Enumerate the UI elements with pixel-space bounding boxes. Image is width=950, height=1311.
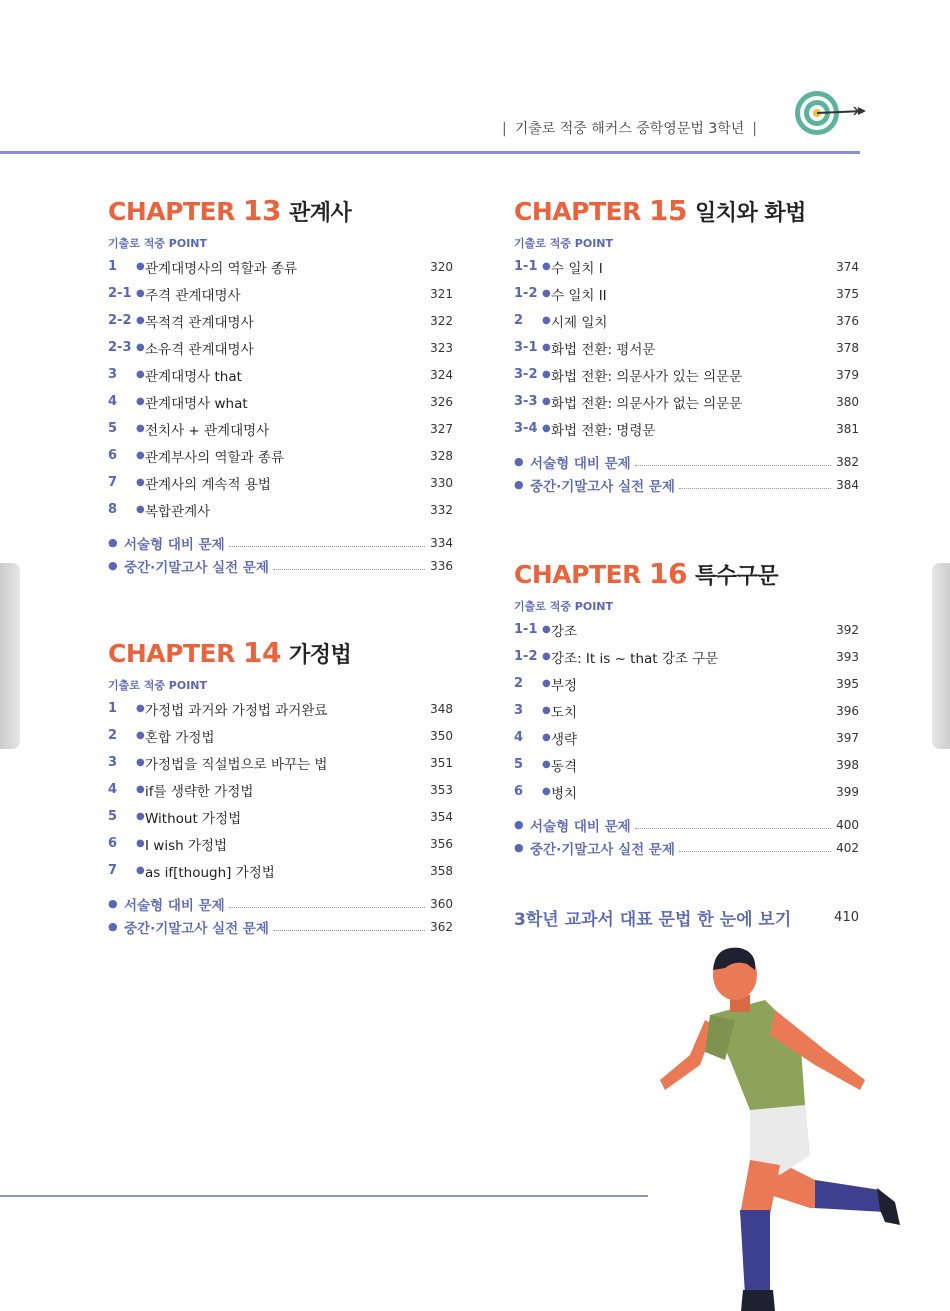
item-page: 381 [836,421,859,436]
extra-page: 336 [430,558,453,573]
item-page: 379 [836,367,859,382]
leader-dots [273,561,425,570]
toc-extra[interactable] [514,473,859,496]
item-title: 소유격 관계대명사 [145,341,254,358]
item-title: as if[though] 가정법 [145,864,275,881]
item-number: 3-2 [514,367,538,382]
final-entry-page: 410 [834,910,859,925]
item-page: 353 [430,782,453,797]
item-title: 목적격 관계대명사 [145,314,254,331]
item-title: I wish 가정법 [145,837,228,854]
bullet-icon: ● [136,784,145,795]
extra-page: 384 [836,477,859,492]
item-title: 관계부사의 역할과 종류 [145,449,284,466]
bullet-icon: ● [108,536,118,549]
soccer-player-illustration [655,940,905,1311]
toc-item[interactable] [108,307,453,334]
bullet-icon: ● [136,703,145,714]
item-number: 2 [108,728,118,743]
bullet-icon: ● [136,757,145,768]
leader-dots [635,457,831,466]
item-title: 도치 [551,704,578,721]
bullet-icon: ● [514,818,524,831]
item-title: 병치 [551,785,578,802]
item-title: 화법 전환: 평서문 [551,341,656,358]
final-entry-label: 3학년 교과서 대표 문법 한 눈에 보기 [514,910,792,930]
page-edge-tab-right [932,563,950,749]
item-page: 332 [430,502,453,517]
item-number: 6 [108,448,118,463]
item-page: 356 [430,836,453,851]
bullet-icon: ● [136,423,145,434]
item-number: 6 [108,836,118,851]
item-page: 396 [836,703,859,718]
item-page: 321 [430,286,453,301]
item-page: 392 [836,622,859,637]
toc-item[interactable] [514,280,859,307]
leader-dots [229,538,425,547]
toc-item[interactable] [514,724,859,751]
item-page: 397 [836,730,859,745]
chapter-name: 일치와 화법 [695,201,806,226]
item-title: 강조 [551,623,578,640]
item-number: 1 [108,701,118,716]
item-number: 3 [108,755,118,770]
item-page: 324 [430,367,453,382]
item-number: 3-4 [514,421,538,436]
toc-item[interactable] [514,643,859,670]
item-number: 2 [514,313,524,328]
leader-dots [273,922,425,931]
toc-item[interactable] [108,776,453,803]
item-page: 354 [430,809,453,824]
chapter-name: 특수구문 [695,564,779,589]
item-number: 3-1 [514,340,538,355]
bullet-icon: ● [136,342,145,353]
chapter-number: 14 [243,636,282,669]
extra-title: 중간·기말고사 실전 문제 [530,841,675,858]
bullet-icon: ● [542,678,551,689]
bullet-icon: ● [542,396,551,407]
leader-dots [229,899,425,908]
chapter-title [108,196,453,229]
item-title: 화법 전환: 의문사가 없는 의문문 [551,395,743,412]
point-label: 기출로 적중 POINT [108,237,208,250]
toc-item[interactable] [514,697,859,724]
toc-item[interactable] [514,253,859,280]
bullet-icon: ● [542,369,551,380]
item-number: 4 [108,394,118,409]
extra-page: 382 [836,454,859,469]
chapter-number: 13 [243,194,282,227]
extra-title: 중간·기말고사 실전 문제 [530,478,675,495]
bullet-icon: ● [108,559,118,572]
bullet-icon: ● [136,730,145,741]
item-title: 강조: It is ~ that 강조 구문 [551,650,719,667]
bullet-icon: ● [542,342,551,353]
toc-item[interactable] [108,469,453,496]
item-title: 복합관계사 [145,503,211,520]
target-icon [790,90,870,140]
bullet-icon: ● [136,504,145,515]
chapter-14-block [108,638,453,938]
item-page: 376 [836,313,859,328]
toc-item[interactable] [514,616,859,643]
point-label: 기출로 적중 POINT [514,600,614,613]
item-page: 395 [836,676,859,691]
item-title: if를 생략한 가정법 [145,783,254,800]
item-number: 1-2 [514,286,538,301]
toc-item[interactable] [514,307,859,334]
bullet-icon: ● [542,261,551,272]
chapter-label: CHAPTER [108,197,235,226]
item-number: 7 [108,863,118,878]
chapter-label: CHAPTER [514,560,641,589]
extra-title: 서술형 대비 문제 [124,897,225,914]
extra-title: 서술형 대비 문제 [124,536,225,553]
item-title: 주격 관계대명사 [145,287,241,304]
toc-item[interactable] [514,334,859,361]
toc-item[interactable] [514,670,859,697]
item-title: Without 가정법 [145,810,242,827]
item-title: 화법 전환: 의문사가 있는 의문문 [551,368,743,385]
bullet-icon: ● [108,897,118,910]
bullet-icon: ● [136,288,145,299]
extra-page: 362 [430,919,453,934]
item-number: 7 [108,475,118,490]
leader-dots [679,480,831,489]
toc-item[interactable] [108,415,453,442]
toc-item[interactable] [108,442,453,469]
item-page: 350 [430,728,453,743]
point-label: 기출로 적중 POINT [514,237,614,250]
item-page: 398 [836,757,859,772]
item-page: 326 [430,394,453,409]
toc-item[interactable] [108,496,453,523]
bullet-icon: ● [136,396,145,407]
toc-item[interactable] [108,830,453,857]
item-number: 2-3 [108,340,132,355]
item-number: 1 [108,259,118,274]
bullet-icon: ● [514,455,524,468]
leader-dots [679,843,831,852]
extra-page: 334 [430,535,453,550]
toc-item[interactable] [514,361,859,388]
bullet-icon: ● [108,920,118,933]
item-number: 6 [514,784,524,799]
extra-title: 중간·기말고사 실전 문제 [124,920,269,937]
chapter-title [108,638,453,671]
item-page: 348 [430,701,453,716]
item-title: 수 일치 II [551,287,607,304]
item-page: 322 [430,313,453,328]
bullet-icon: ● [136,369,145,380]
toc-extra[interactable] [514,813,859,836]
toc-extra[interactable] [108,531,453,554]
item-page: 327 [430,421,453,436]
leader-dots [635,820,831,829]
point-label: 기출로 적중 POINT [108,679,208,692]
running-header: | 기출로 적중 해커스 중학영문법 3학년 | [501,121,757,137]
extra-title: 중간·기말고사 실전 문제 [124,559,269,576]
item-number: 5 [514,757,524,772]
bullet-icon: ● [542,624,551,635]
item-title: 관계대명사의 역할과 종류 [145,260,298,277]
item-page: 380 [836,394,859,409]
bullet-icon: ● [136,477,145,488]
chapter-label: CHAPTER [108,639,235,668]
toc-item[interactable] [514,778,859,805]
toc-item[interactable] [514,751,859,778]
bullet-icon: ● [136,865,145,876]
bullet-icon: ● [136,261,145,272]
item-title: 수 일치 I [551,260,603,277]
toc-item[interactable] [108,361,453,388]
item-number: 3 [108,367,118,382]
item-number: 8 [108,502,118,517]
item-number: 2 [514,676,524,691]
toc-item[interactable] [108,253,453,280]
item-page: 375 [836,286,859,301]
item-page: 330 [430,475,453,490]
bullet-icon: ● [542,423,551,434]
item-number: 5 [108,421,118,436]
item-number: 1-2 [514,649,538,664]
chapter-16-block [514,559,859,859]
bullet-icon: ● [542,705,551,716]
toc-item[interactable] [108,749,453,776]
bullet-icon: ● [136,838,145,849]
item-title: 가정법을 직설법으로 바꾸는 법 [145,756,328,773]
chapter-13-block [108,196,453,577]
chapter-title [514,559,859,592]
toc-item[interactable] [514,415,859,442]
item-number: 1-1 [514,259,538,274]
item-number: 4 [108,782,118,797]
toc-extra[interactable] [108,892,453,915]
bullet-icon: ● [542,786,551,797]
item-number: 2-1 [108,286,132,301]
item-page: 328 [430,448,453,463]
extra-page: 360 [430,896,453,911]
item-page: 323 [430,340,453,355]
chapter-name: 관계사 [289,201,352,226]
bottom-rule [0,1195,648,1197]
chapter-title [514,196,859,229]
bullet-icon: ● [514,478,524,491]
toc-item[interactable] [108,722,453,749]
toc-item[interactable] [108,388,453,415]
bullet-icon: ● [542,732,551,743]
item-page: 351 [430,755,453,770]
item-title: 동격 [551,758,578,775]
toc-extra[interactable] [514,450,859,473]
extra-page: 400 [836,817,859,832]
top-rule [0,151,860,154]
item-page: 320 [430,259,453,274]
item-page: 374 [836,259,859,274]
header-title: 기출로 적중 해커스 중학영문법 3학년 [514,121,745,137]
item-title: 화법 전환: 명령문 [551,422,656,439]
item-page: 399 [836,784,859,799]
bullet-icon: ● [514,841,524,854]
item-page: 393 [836,649,859,664]
extra-title: 서술형 대비 문제 [530,818,631,835]
extra-title: 서술형 대비 문제 [530,455,631,472]
item-title: 관계사의 계속적 용법 [145,476,271,493]
item-title: 전치사 + 관계대명사 [145,422,270,439]
item-number: 2-2 [108,313,132,328]
toc-item[interactable] [514,388,859,415]
item-title: 관계대명사 what [145,395,248,412]
chapter-number: 16 [649,557,688,590]
item-page: 358 [430,863,453,878]
item-title: 부정 [551,677,578,694]
final-entry[interactable] [514,905,859,930]
item-title: 혼합 가정법 [145,729,215,746]
item-title: 생략 [551,731,578,748]
item-number: 5 [108,809,118,824]
toc-item[interactable] [108,695,453,722]
bullet-icon: ● [136,450,145,461]
bullet-icon: ● [136,315,145,326]
item-page: 378 [836,340,859,355]
chapter-number: 15 [649,194,688,227]
bullet-icon: ● [542,651,551,662]
bullet-icon: ● [542,288,551,299]
item-title: 관계대명사 that [145,368,242,385]
extra-page: 402 [836,840,859,855]
chapter-name: 가정법 [289,643,352,668]
toc-extra[interactable] [108,915,453,938]
item-title: 가정법 과거와 가정법 과거완료 [145,702,328,719]
toc-extra[interactable] [108,554,453,577]
item-number: 4 [514,730,524,745]
item-title: 시제 일치 [551,314,608,331]
toc-item[interactable] [108,803,453,830]
bullet-icon: ● [542,315,551,326]
item-number: 3 [514,703,524,718]
page-edge-tab-left [0,563,20,749]
toc-item[interactable] [108,857,453,884]
toc-item[interactable] [108,334,453,361]
bullet-icon: ● [136,811,145,822]
bullet-icon: ● [542,759,551,770]
chapter-15-block [514,196,859,496]
item-number: 3-3 [514,394,538,409]
toc-item[interactable] [108,280,453,307]
chapter-label: CHAPTER [514,197,641,226]
toc-extra[interactable] [514,836,859,859]
item-number: 1-1 [514,622,538,637]
